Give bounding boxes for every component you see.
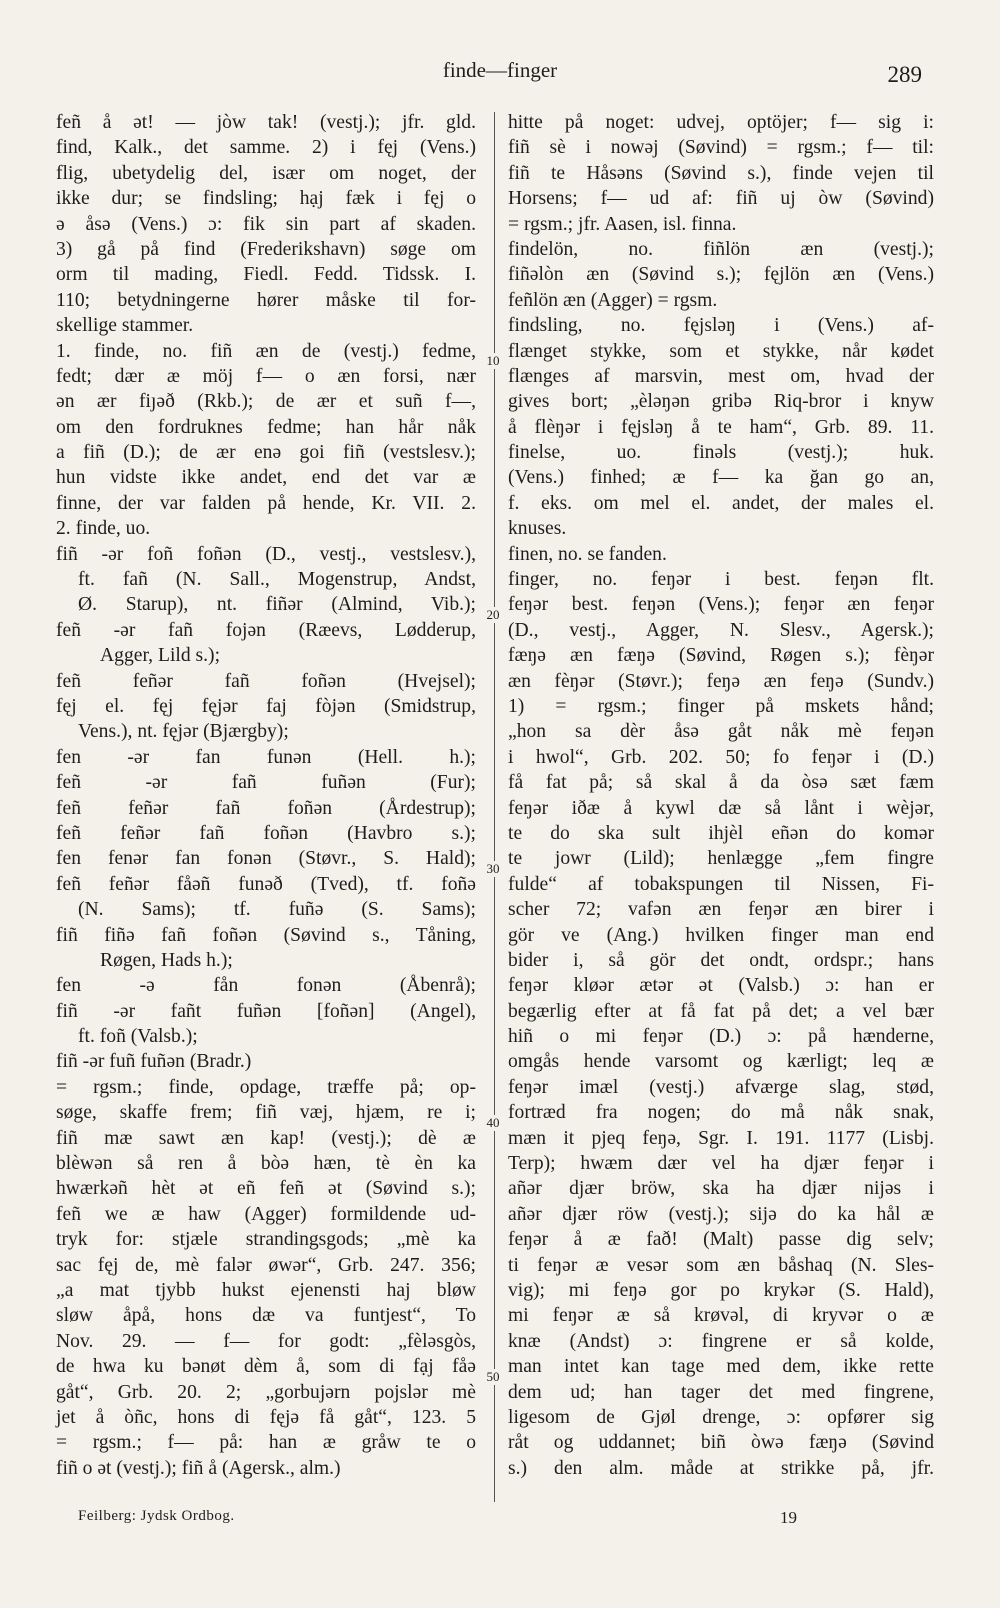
line-number-40: 40: [480, 1115, 506, 1131]
left-column-line: feñ -ər fañ fojən (Ræevs, Lødderup,: [56, 619, 476, 641]
right-column-line: (Vens.) finhed; æ f— ka ğan go an,: [508, 467, 934, 489]
right-column-line: hiñ o mi feŋər (D.) ɔ: på hænderne,: [508, 1026, 934, 1048]
right-column-line: te jowr (Lild); henlægge „fem fingre: [508, 848, 934, 870]
right-column-line: finen, no. se fanden.: [508, 543, 667, 565]
left-column-line: 2. finde, uo.: [56, 518, 151, 540]
right-column-line: f. eks. om mel el. andet, der males el.: [508, 492, 934, 514]
page-number: 289: [887, 62, 922, 87]
right-column-line: fiñ sè i nowəj (Søvind) = rgsm.; f— til:: [508, 137, 934, 159]
left-column-line: hwærkəñ hèt ət eñ feñ ət (Søvind s.);: [56, 1178, 476, 1200]
left-column-line: feñ feñər fañ foñən (Hvejsel);: [56, 670, 476, 692]
left-column-line: Vens.), nt. fęjər (Bjærgby);: [78, 721, 289, 743]
right-column-line: añər djær bröw, ska ha djær nijəs i: [508, 1178, 934, 1200]
left-column-line: fiñ mæ sawt æn kap! (vestj.); dè æ: [56, 1127, 476, 1149]
left-column-line: fiñ o ət (vestj.); fiñ å (Agersk., alm.): [56, 1457, 341, 1479]
right-column-line: fiñ te Håsəns (Søvind s.), finde vejen til: [508, 162, 934, 184]
left-column-line: 1. finde, no. fiñ æn de (vestj.) fedme,: [56, 340, 476, 362]
right-column-line: gives bort; „èləŋən gribə Riq-bror i knyw: [508, 391, 934, 413]
left-column-line: hun vidste ikke andet, end det var æ: [56, 467, 476, 489]
left-column-line: ikke dur; se findsling; hạj fæk i fęj o: [56, 188, 476, 210]
signature-mark: 19: [780, 1508, 797, 1527]
left-column-line: finne, der var falden på hende, Kr. VII. 2.: [56, 492, 476, 514]
right-column-line: hitte på noget: udvej, optöjer; f— sig i:: [508, 112, 934, 133]
right-column-line: scher 72; vafən æn feŋər æn birer i: [508, 899, 934, 921]
column-divider: [494, 112, 495, 1502]
right-column-line: mæn it pjeq feŋə, Sgr. I. 191. 1177 (Lisbj.: [508, 1127, 934, 1149]
right-column-line: „hon sa dèr åsə gåt nåk mè feŋən: [508, 721, 934, 743]
left-column-line: feñ -ər fañ fuñən (Fur);: [56, 772, 476, 794]
right-column-line: feñlön æn (Agger) = rgsm.: [508, 289, 718, 311]
left-column-line: find, Kalk., det samme. 2) i fęj (Vens.): [56, 137, 476, 159]
right-column-line: findelön, no. fiñlön æn (vestj.);: [508, 238, 934, 260]
left-column-line: orm til mading, Fiedl. Fedd. Tidssk. I.: [56, 264, 476, 286]
left-column-line: feñ feñər fañ foñən (Havbro s.);: [56, 822, 476, 844]
right-column-line: ligesom de Gjøl drenge, ɔ: opfører sig: [508, 1406, 934, 1428]
left-column-line: „a mat tjybb hukst ejenensti haj bløw: [56, 1279, 476, 1301]
left-column-line: søge, skaffe frem; fiñ væj, hjæm, re i;: [56, 1102, 476, 1124]
right-column-line: feŋər imæl (vestj.) afværge slag, stød,: [508, 1076, 934, 1098]
right-column-line: begærlig efter at få fat på det; a vel bær: [508, 1000, 934, 1022]
right-column-line: dem ud; han tager det med fingrene,: [508, 1381, 934, 1403]
left-column-line: ft. fañ (N. Sall., Mogenstrup, Andst,: [78, 569, 476, 591]
left-column-line: fen -ə fån fonən (Åbenrå);: [56, 975, 476, 997]
right-column-line: i hwol“, Grb. 202. 50; fo feŋər i (D.): [508, 746, 934, 768]
left-column-line: skellige stammer.: [56, 315, 194, 337]
left-column-line: = rgsm.; finde, opdage, træffe på; op-: [56, 1076, 476, 1098]
left-column-line: tryk for: stjæle strandingsgods; „mè ka: [56, 1229, 476, 1251]
left-column-line: fedt; dær æ möj f— o æn forsi, nær: [56, 365, 476, 387]
right-column-line: flænges af marsvin, mest om, hvad der: [508, 365, 934, 387]
left-column-line: ən ær fiȷəð (Rkb.); de ær et suñ f—,: [56, 391, 476, 413]
line-number-50: 50: [480, 1369, 506, 1385]
right-column-line: finger, no. feŋər i best. feŋən flt.: [508, 569, 934, 591]
right-column-line: æn fèŋər (Støvr.); feŋə æn feŋə (Sundv.): [508, 670, 934, 692]
right-column-line: fiñəlòn æn (Søvind s.); fęjlön æn (Vens.): [508, 264, 934, 286]
line-number-30: 30: [480, 861, 506, 877]
right-column-line: findsling, no. fęjsləŋ i (Vens.) af-: [508, 315, 934, 337]
line-number-20: 20: [480, 607, 506, 623]
right-column-line: 1) = rgsm.; finger på mskets hånd;: [508, 695, 934, 717]
left-column-line: flig, ubetydelig del, især om noget, der: [56, 162, 476, 184]
left-column-line: sac fęj de, mè falər øwər“, Grb. 247. 356;: [56, 1254, 476, 1276]
right-column-line: råt og uddannet; biñ òwə fæŋə (Søvind: [508, 1432, 934, 1454]
left-column-line: feñ feñər fañ foñən (Årdestrup);: [56, 797, 476, 819]
right-column-line: fulde“ af tobakspungen til Nissen, Fi-: [508, 873, 934, 895]
left-column-line: Agger, Lild s.);: [100, 645, 221, 667]
right-column-line: Horsens; f— ud af: fiñ uj òw (Søvind): [508, 188, 934, 210]
right-column-line: bider i, så gör det ondt, ordspr.; hans: [508, 949, 934, 971]
right-column-line: man intet kan tage med dem, ikke rette: [508, 1356, 934, 1378]
right-column-line: fæŋə æn fæŋə (Søvind, Røgen s.); fèŋər: [508, 645, 934, 667]
left-column-line: fiñ -ər foñ foñən (D., vestj., vestslesv.),: [56, 543, 476, 565]
left-column: [56, 110, 476, 1481]
right-column-line: feŋər best. feŋən (Vens.); feŋər æn feŋər: [508, 594, 934, 616]
left-column-line: ft. foñ (Valsb.);: [78, 1026, 198, 1048]
left-column-line: feñ we æ haw (Agger) formildende ud-: [56, 1203, 476, 1225]
footer-signature: Feilberg: Jydsk Ordbog.: [78, 1508, 235, 1524]
right-column-line: ti feŋər æ vesər som æn båshaq (N. Sles-: [508, 1254, 934, 1276]
left-column-line: 110; betydningerne hører måske til for-: [56, 289, 476, 311]
left-column-line: Nov. 29. — f— for godt: „fèləsgòs,: [56, 1330, 476, 1352]
right-column-line: (D., vestj., Agger, N. Slesv., Agersk.);: [508, 619, 934, 641]
left-column-line: fen -ər fan funən (Hell. h.);: [56, 746, 476, 768]
right-column-line: omgås hende varsomt og kærligt; leq æ: [508, 1051, 934, 1073]
right-column: [508, 110, 934, 1481]
right-column-line: feŋər å æ fað! (Malt) passe dig selv;: [508, 1229, 934, 1251]
right-column-line: añər djær röw (vestj.); sijə do ka hål æ: [508, 1203, 934, 1225]
right-column-line: å flèŋər i fęjsləŋ å te ham“, Grb. 89. 11.: [508, 416, 934, 438]
right-column-line: flænget stykke, som et stykke, når kødet: [508, 340, 934, 362]
left-column-line: de hwa ku bənøt dèm å, som di fạj fåə: [56, 1356, 476, 1378]
left-column-line: om den fordruknes fedme; han hår nåk: [56, 416, 476, 438]
left-column-line: fen fenər fan fonən (Støvr., S. Hald);: [56, 848, 476, 870]
right-column-line: te do ska sult ihjèl eñən do komər: [508, 822, 934, 844]
left-column-line: fiñ -ər fuñ fuñən (Bradr.): [56, 1051, 252, 1073]
right-column-line: fortræd fra nogen; do må nåk snak,: [508, 1102, 934, 1124]
right-column-line: s.) den alm. måde at strikke på, jfr.: [508, 1457, 934, 1479]
right-column-line: knæ (Andst) ɔ: fingrene er så kolde,: [508, 1330, 934, 1352]
right-column-line: vig); mi feŋə gor po krykər (S. Hald),: [508, 1279, 934, 1301]
left-column-line: jet å òñc, hons di fęjə få gåt“, 123. 5: [56, 1406, 476, 1428]
left-column-line: fiñ fiñə fañ foñən (Søvind s., Tåning,: [56, 924, 476, 946]
left-column-line: feñ å ət! — jòw tak! (vestj.); jfr. gld.: [56, 112, 476, 133]
left-column-line: fęj el. fęj fęjər faj fòjən (Smidstrup,: [56, 695, 476, 717]
right-column-line: = rgsm.; jfr. Aasen, isl. finna.: [508, 213, 737, 235]
right-column-line: mi feŋər æ så krøvəl, di kryvər o æ: [508, 1305, 934, 1327]
right-column-line: feŋər iðæ å kywl dæ så lånt i wèjər,: [508, 797, 934, 819]
right-column-line: feŋər kløər ætər ət (Valsb.) ɔ: han er: [508, 975, 934, 997]
left-column-line: = rgsm.; f— på: han æ gråw te o: [56, 1432, 476, 1454]
left-column-line: gåt“, Grb. 20. 2; „gorbujərn pojslər mè: [56, 1381, 476, 1403]
left-column-line: a fiñ (D.); de ær enə goi fiñ (vestslesv.);: [56, 442, 476, 464]
right-column-line: få fat på; så skal å da òsə sæt fæm: [508, 772, 934, 794]
right-column-line: Terp); hwæm dær vel ha djær feŋər i: [508, 1153, 934, 1175]
page-header: [0, 52, 1000, 92]
right-column-line: finelse, uo. finəls (vestj.); huk.: [508, 442, 934, 464]
right-column-line: knuses.: [508, 518, 567, 540]
right-column-line: gör ve (Ang.) hvilken finger man end: [508, 924, 934, 946]
left-column-line: (N. Sams); tf. fuñə (S. Sams);: [78, 899, 476, 921]
left-column-line: feñ feñər fåəñ funəð (Tved), tf. foñə: [56, 873, 476, 895]
left-column-line: blèwən så ren å bòə hæn, tè èn ka: [56, 1153, 476, 1175]
left-column-line: Røgen, Hads h.);: [100, 949, 233, 971]
left-column-line: fiñ -ər fañt fuñən [foñən] (Angel),: [56, 1000, 476, 1022]
line-number-10: 10: [480, 353, 506, 369]
left-column-line: ə åsə (Vens.) ɔ: fik sin part af skaden.: [56, 213, 476, 235]
left-column-line: sløw åpå, hons dæ va funtjest“, To: [56, 1305, 476, 1327]
running-head: finde—finger: [442, 58, 558, 82]
left-column-line: Ø. Starup), nt. fiñər (Almind, Vib.);: [78, 594, 476, 616]
left-column-line: 3) gå på find (Frederikshavn) søge om: [56, 238, 476, 260]
